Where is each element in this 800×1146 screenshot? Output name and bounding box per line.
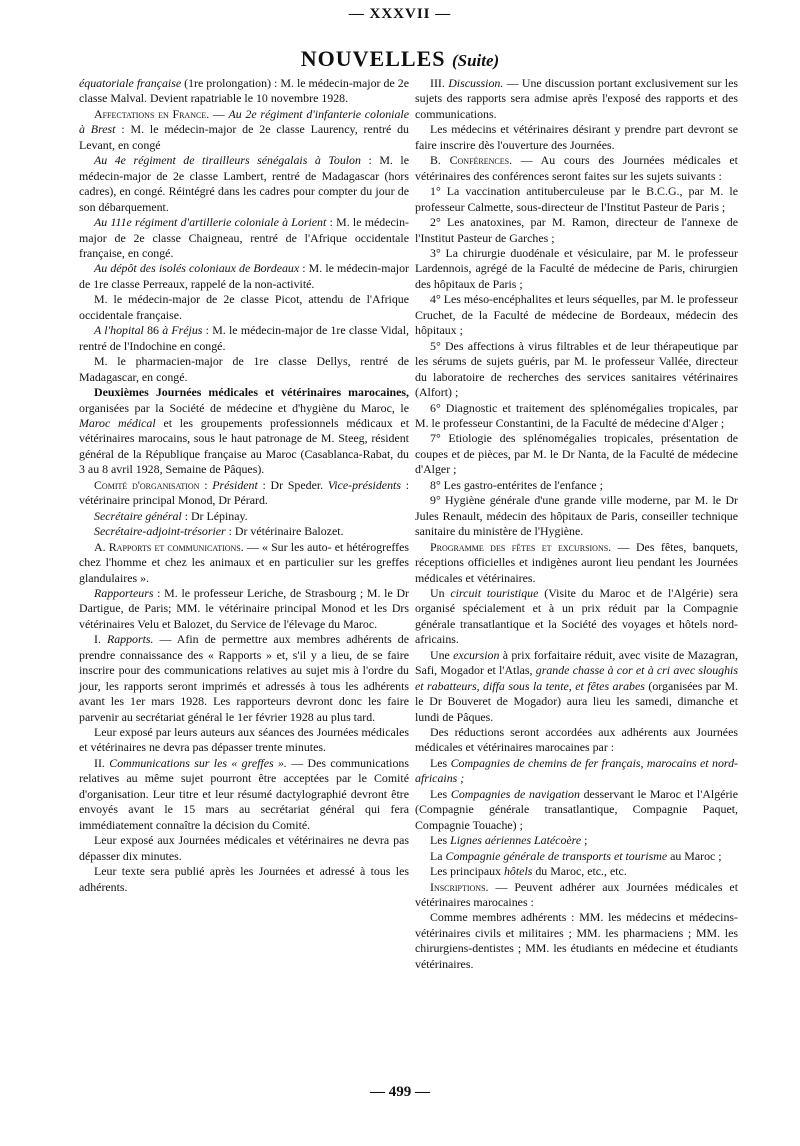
paragraph: III. Discussion. — Une discussion portant exclusivement sur les sujets des rapports sera admise après l'exposé des rapports et des communications.: [415, 76, 738, 121]
text-run: équatoriale française: [79, 76, 182, 90]
paragraph: B. Conférences. — Au cours des Journées médicales et vétérinaires des conférences seront faites sur les sujets suivants :: [415, 153, 738, 183]
text-run: Communications sur les « greffes ».: [109, 755, 287, 770]
paragraph: Au 111e régiment d'artillerie coloniale à Lorient : M. le médecin-major de 2e classe Chaigneau, rentré de l'Afrique occidentale française, en congé.: [79, 215, 409, 260]
text-run: Affectations en France.: [94, 106, 210, 121]
text-run: grande chasse à cor et à cri avec sloughis et rabatteurs, diffa sous la tente, et fêtes arabes: [415, 663, 738, 693]
paragraph: Les Lignes aériennes Latécoère ;: [430, 833, 588, 848]
text-run: Comité d'organisation: [94, 477, 200, 492]
page-number: — 499 —: [370, 1084, 430, 1100]
paragraph: 6° Diagnostic et traitement des splénomégalies tropicales, par M. le professeur Constantini, de la Faculté de médecine d'Alger ;: [415, 400, 738, 430]
text-run: Secrétaire général: [94, 508, 182, 523]
text-run: Au 2e régiment d'infanterie coloniale à Brest: [79, 106, 409, 137]
text-run: Inscriptions.: [430, 879, 489, 894]
paragraph: Secrétaire général : Dr Lépinay.: [94, 508, 248, 523]
text-run: Rapports.: [106, 632, 154, 647]
paragraph: A. Rapports et communications. — « Sur les auto- et hétérogreffes chez l'homme et chez les animaux et en particulier sur les greffes glandulaires ».: [79, 539, 409, 585]
paragraph: Comité d'organisation : Président : Dr Speder. Vice-présidents : vétérinaire principal Monod, Dr Pérard.: [79, 477, 409, 508]
text-run: Vice-présidents: [327, 477, 401, 492]
paragraph: Les principaux hôtels du Maroc, etc., etc.: [430, 864, 627, 879]
paragraph: Les médecins et vétérinaires désirant y prendre part devront se faire inscrire dès l'ouverture des Journées.: [415, 122, 738, 152]
text-run: Secrétaire-adjoint-trésorier: [94, 524, 226, 539]
paragraph: Au dépôt des isolés coloniaux de Bordeaux : M. le médecin-major de 1re classe Perreaux, rappelé de la non-activité.: [79, 261, 409, 291]
paragraph: M. le médecin-major de 2e classe Picot, attendu de l'Afrique occidentale française.: [79, 292, 409, 322]
text-run: Au dépôt des isolés coloniaux de Bordeaux: [94, 261, 300, 276]
running-head: — XXXVII —: [348, 6, 452, 22]
page-title: [0, 46, 800, 72]
text-run: excursion: [453, 647, 500, 662]
text-run: Président: [212, 477, 258, 492]
paragraph: 2° Les anatoxines, par M. Ramon, directeur de l'annexe de l'Institut Pasteur de Garches ;: [415, 215, 738, 245]
text-run: Rapports et communications.: [108, 539, 244, 554]
paragraph: Les Compagnies de navigation desservant le Maroc et l'Algérie (Compagnie générale transatlantique, Compagnie Paquet, Compagnie Touache) ;: [415, 786, 738, 832]
text-run: Au 111e régiment d'artillerie coloniale à Lorient: [94, 215, 327, 230]
text-run: A l'hopital: [94, 323, 144, 338]
right-column: [415, 76, 738, 972]
left-column: [79, 76, 409, 895]
paragraph: Leur texte sera publié après les Journées et adressé à tous les adhérents.: [79, 864, 409, 894]
text-run: Compagnies de chemins de fer français, marocains et nord-africains ;: [415, 755, 738, 786]
paragraph: Programme des fêtes et excursions. — Des fêtes, banquets, réceptions officielles et indigènes auront lieu pendant les Journées médicales et vétérinaires.: [415, 539, 738, 585]
text-run: Conférences.: [449, 153, 513, 168]
title-suffix: (Suite): [451, 51, 500, 70]
paragraph: Inscriptions. — Peuvent adhérer aux Journées médicales et vétérinaires marocaines :: [415, 879, 738, 910]
text-run: Compagnie générale de transports et tourisme: [445, 848, 668, 863]
paragraph: Leur exposé par leurs auteurs aux séances des Journées médicales et vétérinaires ne devra pas dépasser trente minutes.: [79, 725, 409, 755]
paragraph: A l'hopital 86 à Fréjus : M. le médecin-major de 1re classe Vidal, rentré de l'Indochine en congé.: [79, 323, 409, 353]
paragraph: 4° Les méso-encéphalites et leurs séquelles, par M. le professeur Cruchet, de la Faculté de médecine de Bordeaux, médecin des hôpitaux ;: [415, 292, 738, 338]
paragraph: M. le pharmacien-major de 1re classe Dellys, rentré de Madagascar, en congé.: [79, 354, 409, 384]
paragraph: Les Compagnies de chemins de fer français, marocains et nord-africains ;: [415, 755, 738, 786]
text-run: Lignes aériennes Latécoère: [450, 833, 582, 848]
text-run: Programme des fêtes et excursions.: [430, 539, 612, 554]
paragraph: La Compagnie générale de transports et tourisme au Maroc ;: [430, 848, 722, 863]
paragraph: 5° Des affections à virus filtrables et de leur thérapeutique par les sérums de sujets guéris, par M. le professeur Vallée, directeur du laboratoire de recherches des services sanitaires vétérinaires (Alfort) ;: [415, 338, 738, 400]
text-run: Deuxièmes Journées médicales et vétérinaires marocaines,: [94, 385, 409, 400]
paragraph: Des réductions seront accordées aux adhérents aux Journées médicales et vétérinaires marocaines par :: [415, 725, 738, 755]
text-run: Discussion.: [448, 76, 504, 90]
text-run: Compagnies de navigation: [450, 786, 580, 801]
paragraph: 7° Etiologie des splénomégalies tropicales, présentation de coupes et de pièces, par M. le Dr Nanta, de la Faculté de médecine d'Alger ;: [415, 431, 738, 477]
paragraph: Rapporteurs : M. le professeur Leriche, de Strasbourg ; M. le Dr Dartigue, de Paris; MM. le vétérinaire principal Monod et les Drs vétérinaires Velu et Balozet, du Service de l'élevage du Maroc.: [79, 585, 409, 631]
paragraph: 8° Les gastro-entérites de l'enfance ;: [430, 477, 603, 492]
paragraph: 9° Hygiène générale d'une grande ville moderne, par M. le Dr Jules Renault, médecin des hôpitaux de Paris, conseiller technique sanitaire du ministère de l'Hygiène.: [415, 493, 738, 539]
paragraph: Affectations en France. — Au 2e régiment d'infanterie coloniale à Brest : M. le médecin-major de 2e classe Laurency, rentré du Levant, en congé: [79, 106, 410, 152]
paragraph: I. Rapports. — Afin de permettre aux membres adhérents de prendre connaissance des « Rapports » et, s'il y a lieu, de se faire inscrire pour des communications relatives au sujet mis à l'ordre du jour, les rapports seront imprimés et adressés à tous les adhérents avant les 1er mars 1928. Les rapporteurs devront donc les faire parvenir au secrétariat général le 1er février 1928 au plus tard.: [79, 632, 410, 724]
paragraph: Une excursion à prix forfaitaire réduit, avec visite de Mazagran, Safi, Mogador et l'Atlas, grande chasse à cor et à cri avec sloughis et rabatteurs, diffa sous la tente, et fêtes arabes (organisées par M. le Dr Bouveret de Mogador) aura lieu les samedi, dimanche et lundi de Pâques.: [415, 647, 739, 724]
text-run: hôtels: [503, 864, 533, 879]
paragraph: 3° La chirurgie duodénale et vésiculaire, par M. le professeur Lardennois, agrégé de la Faculté de médecine de Paris, chirurgien des hôpitaux de Paris ;: [415, 245, 738, 291]
text-run: circuit touristique: [450, 585, 539, 600]
text-run: Au 4e régiment de tirailleurs sénégalais à Toulon: [94, 153, 361, 168]
title-main: NOUVELLES: [300, 46, 446, 71]
paragraph: Leur exposé aux Journées médicales et vétérinaires ne devra pas dépasser dix minutes.: [79, 833, 409, 863]
text-run: Rapporteurs: [94, 585, 154, 600]
paragraph: Au 4e régiment de tirailleurs sénégalais à Toulon : M. le médecin-major de 2e classe Lambert, rentré de Madagascar (hors cadres), en congé. Réintégré dans les cadres pour compter du jour de son débarquement.: [79, 153, 409, 214]
paragraph: Comme membres adhérents : MM. les médecins et médecins-vétérinaires civils et militaires ; MM. les pharmaciens ; MM. les chirurgiens-dentistes ; MM. les étudiants en médecine et étudiants vétérinaires.: [415, 910, 738, 971]
paragraph: Deuxièmes Journées médicales et vétérinaires marocaines, organisées par la Société de médecine et d'hygiène du Maroc, le Maroc médical et les groupements professionnels médicaux et vétérinaires marocains, sous le haut patronage de M. Steeg, résident général de la République française au Maroc (Casablanca-Rabat, du 3 au 8 avril 1928, Semaine de Pâques).: [79, 385, 409, 477]
paragraph: 1° La vaccination antituberculeuse par le B.C.G., par M. le professeur Calmette, sous-directeur de l'Institut Pasteur de Paris ;: [415, 184, 738, 214]
text-run: Maroc médical: [79, 415, 156, 430]
text-run: à Fréjus: [162, 323, 203, 338]
paragraph: II. Communications sur les « greffes ». — Des communications relatives au même sujet pourront être acceptées par le Comité d'organisation. Leur titre et leur résumé dactylographié devront être envoyés avant le 15 mars au secrétariat général qui fera immédiatement connaître la décision du Comité.: [79, 755, 409, 832]
paragraph: Secrétaire-adjoint-trésorier : Dr vétérinaire Balozet.: [94, 524, 344, 539]
paragraph: équatoriale française (1re prolongation) : M. le médecin-major de 2e classe Malval. Devient rapatriable le 10 novembre 1928.: [79, 76, 410, 106]
paragraph: Un circuit touristique (Visite du Maroc et de l'Algérie) sera organisé spécialement et à un prix réduit par la Compagnie générale transatlantique et la Société des voyages et hôtels nord-africains.: [415, 585, 739, 647]
